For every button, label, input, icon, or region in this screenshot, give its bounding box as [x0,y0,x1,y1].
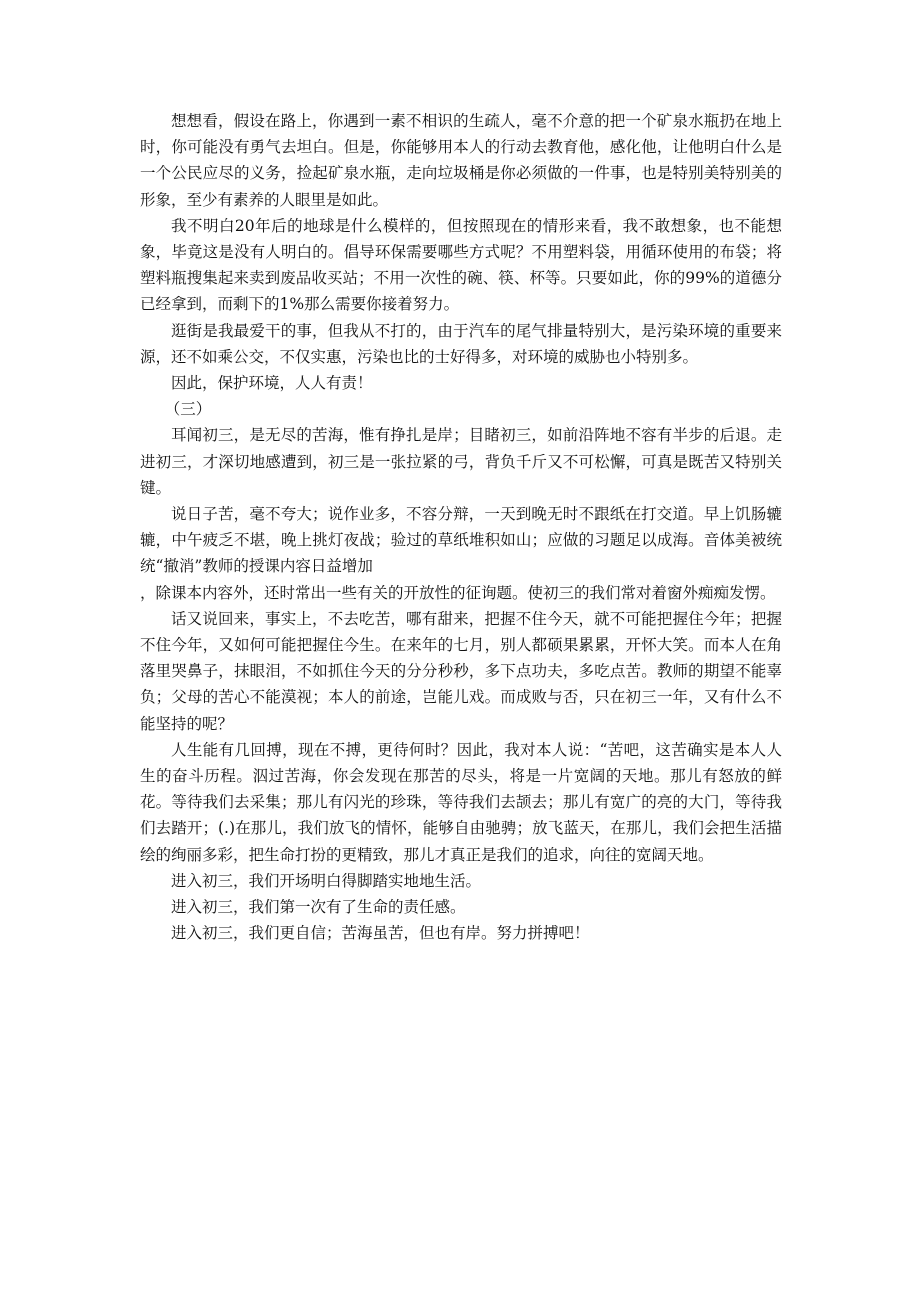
document-body [140,108,782,947]
paragraph-5: 耳闻初三，是无尽的苦海，惟有挣扎是岸；目睹初三，如前沿阵地不容有半步的后退。走进初三，才深切地感遭到，初三是一张拉紧的弓，背负千斤又不可松懈，可真是既苦又特别关键。 [140,426,782,497]
paragraph-3: 逛街是我最爱干的事，但我从不打的，由于汽车的尾气排量特别大，是污染环境的重要来源，还不如乘公交，不仅实惠，污染也比的士好得多，对环境的威胁也小特别多。 [140,321,782,366]
paragraph-4: 因此，保护环境，人人有责！ [171,374,373,393]
paragraph-6: 说日子苦，毫不夸大；说作业多，不容分辩，一天到晚无时不跟纸在打交道。早上饥肠辘辘，中午疲乏不堪，晚上挑灯夜战；验过的草纸堆积如山；应做的习题足以成海。音体美被统统“撤消”教师的授课内容日益增加 [140,505,782,576]
paragraph-11: 进入初三，我们第一次有了生命的责任感。 [171,898,466,917]
section-label: （三） [164,400,212,419]
paragraph-10: 进入初三，我们开场明白得脚踏实地地生活。 [171,871,482,890]
paragraph-12: 进入初三，我们更自信；苦海虽苦，但也有岸。努力拼搏吧！ [171,924,590,943]
paragraph-2: 我不明白20年后的地球是什么模样的，但按照现在的情形来看，我不敢想象，也不能想象，毕竟这是没有人明白的。倡导环保需要哪些方式呢？不用塑料袋，用循环使用的布袋；将塑料瓶搜集起来卖到废品收买站；不用一次性的碗、筷、杯等。只要如此，你的99%的道德分已经拿到，而剩下的1%那么需要你接着努力。 [140,216,782,314]
paragraph-7: ，除课本内容外，还时常出一些有关的开放性的征询题。使初三的我们常对着窗外痴痴发愣。 [140,583,776,602]
paragraph-9: 人生能有几回搏，现在不搏，更待何时？因此，我对本人说：“苦吧，这苦确实是本人人生的奋斗历程。泅过苦海，你会发现在那苦的尽头，将是一片宽阔的天地。那儿有怒放的鲜花。等待我们去采集；那儿有闪光的珍珠，等待我们去颉去；那儿有宽广的亮的大门，等待我们去踏开；(.)在那儿，我们放飞的情怀，能够自由驰骋；放飞蓝天，在那儿，我们会把生活描绘的绚丽多彩，把生命打扮的更精致，那儿才真正是我们的追求，向往的宽阔天地。 [140,740,782,864]
paragraph-8: 话又说回来，事实上，不去吃苦，哪有甜来，把握不住今天，就不可能把握住今年；把握不住今年，又如何可能把握住今生。在来年的七月，别人都硕果累累，开怀大笑。而本人在角落里哭鼻子，抹眼泪，不如抓住今天的分分秒秒，多下点功夫，多吃点苦。教师的期望不能辜负；父母的苦心不能漠视；本人的前途，岂能儿戏。而成败与否，只在初三一年，又有什么不能坚持的呢？ [140,609,782,733]
paragraph-1: 想想看，假设在路上，你遇到一素不相识的生疏人，毫不介意的把一个矿泉水瓶扔在地上时，你可能没有勇气去坦白。但是，你能够用本人的行动去教育他，感化他，让他明白什么是一个公民应尽的义务，捡起矿泉水瓶，走向垃圾桶是你必须做的一件事，也是特别美特别美的形象，至少有素养的人眼里是如此。 [140,112,782,209]
